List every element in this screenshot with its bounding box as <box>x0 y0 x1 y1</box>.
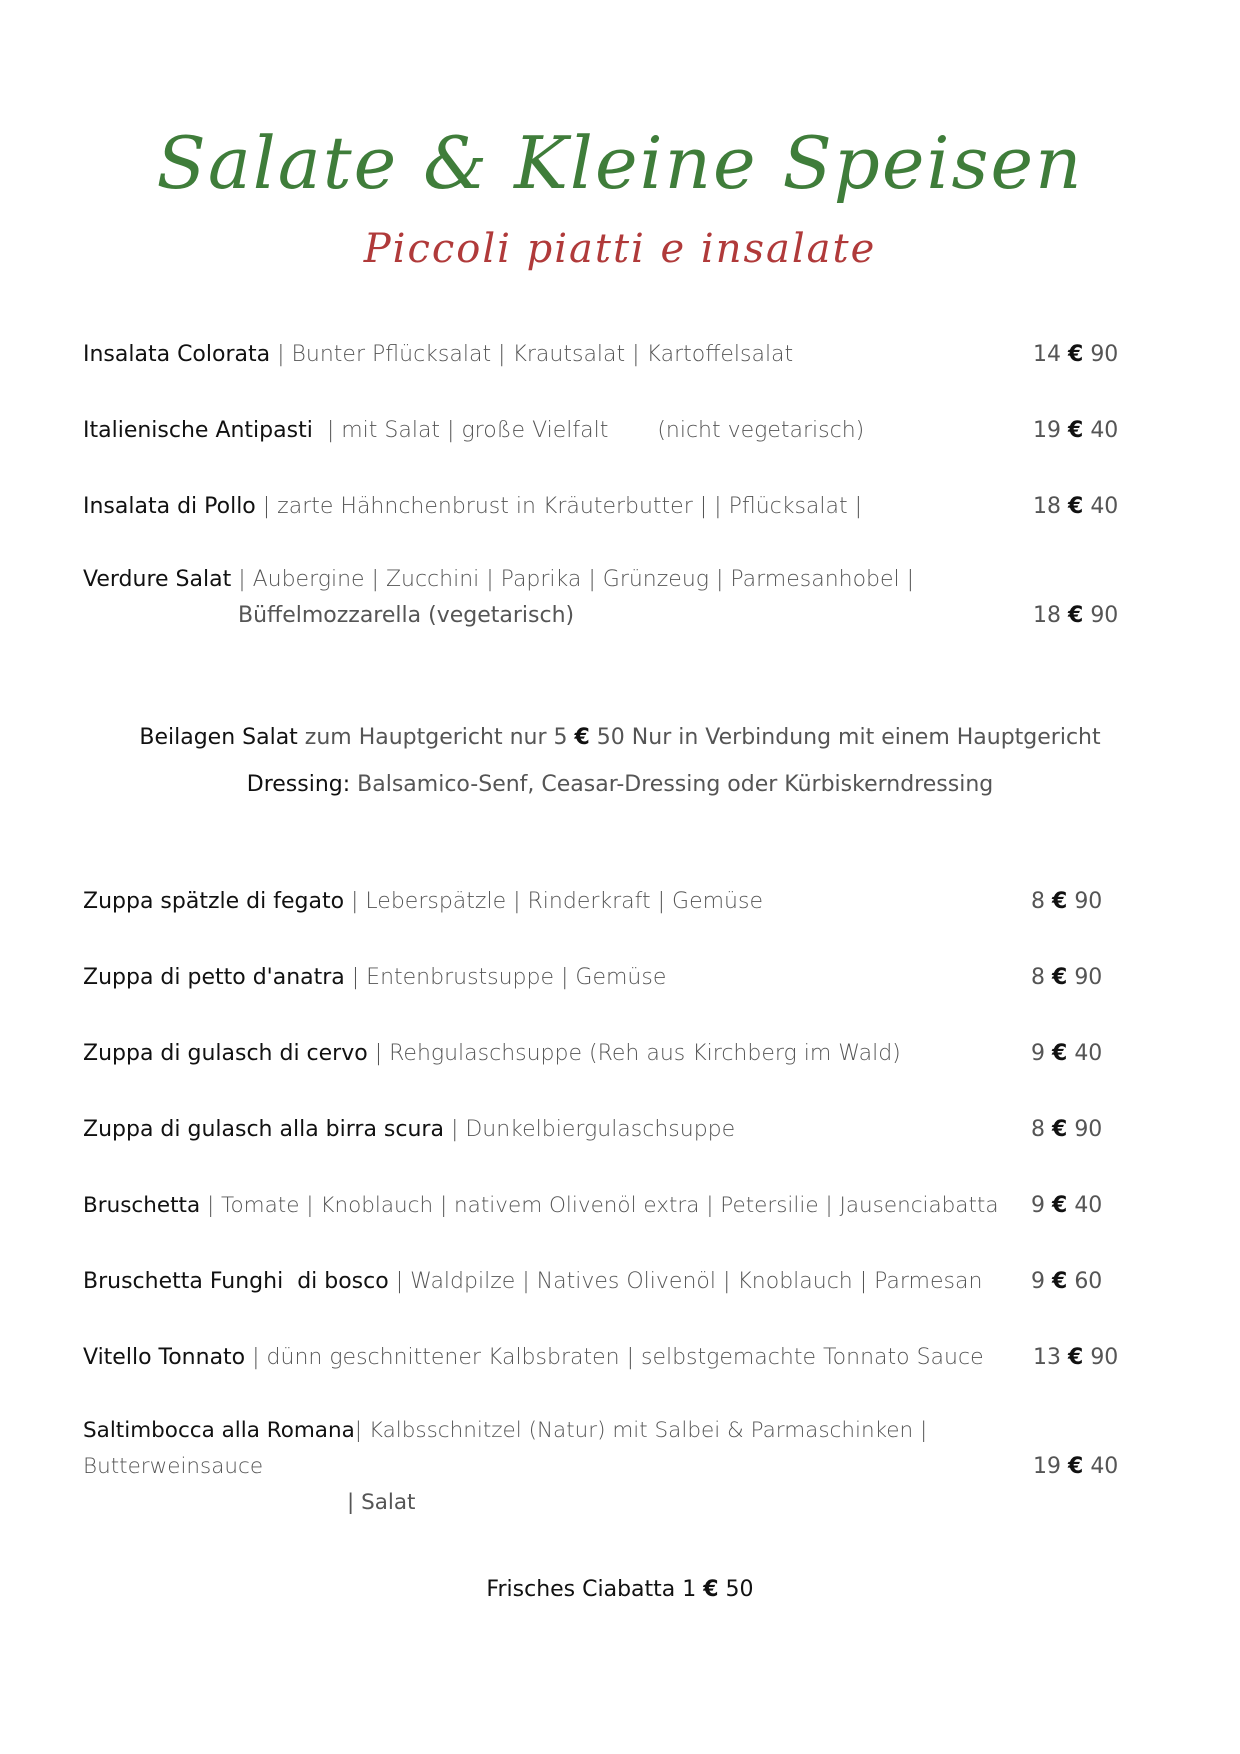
item-name: Insalata di Pollo <box>83 494 256 519</box>
item-description: | Entenbrustsuppe | Gemüse <box>344 965 667 990</box>
dressing-note <box>0 767 1240 803</box>
menu-item-vitello-tonnato <box>83 1340 1113 1376</box>
item-description: | Tomate | Knoblauch | nativem Olivenöl extra | Petersilie | Jausenciabatta <box>200 1193 999 1218</box>
dressing-label: Dressing: <box>246 772 351 797</box>
item-price: 14 € 90 <box>1033 342 1119 367</box>
menu-item-bruschetta <box>83 1188 1113 1224</box>
ciabatta-note <box>0 1572 1240 1608</box>
item-description: | Leberspätzle | Rinderkraft | Gemüse <box>344 889 763 914</box>
item-description: | dünn geschnittener Kalbsbraten | selbstgemachte Tonnato Sauce <box>245 1345 984 1370</box>
item-price: 9 € 60 <box>1031 1269 1103 1294</box>
menu-item-insalata-di-pollo <box>83 489 1113 525</box>
dressing-text: Balsamico-Senf, Ceasar-Dressing oder Kürbiskerndressing <box>350 772 994 797</box>
side-salad-name: Beilagen Salat <box>139 725 298 750</box>
item-name: Zuppa di gulasch di cervo <box>83 1041 368 1066</box>
item-name: Italienische Antipasti <box>83 418 313 443</box>
item-description: | Rehgulaschsuppe (Reh aus Kirchberg im Wald) <box>367 1041 901 1066</box>
menu-item-zuppa-cervo <box>83 1036 1113 1072</box>
menu-item-italienische-antipasti <box>83 413 1113 449</box>
item-name: Verdure Salat <box>83 567 232 592</box>
menu-item-zuppa-anatra <box>83 960 1113 996</box>
item-description-continued: Büffelmozzarella (vegetarisch) <box>238 603 575 628</box>
side-salad-note <box>0 720 1240 756</box>
side-salad-text: zum Hauptgericht nur 5 <box>297 725 575 750</box>
menu-item-zuppa-birra <box>83 1112 1113 1148</box>
item-name: Bruschetta <box>83 1193 201 1218</box>
item-name: Vitello Tonnato <box>83 1345 246 1370</box>
ciabatta-text: Frisches Ciabatta 1 <box>486 1577 704 1602</box>
ciabatta-currency: € <box>703 1577 719 1602</box>
item-price: 19 € 40 <box>1033 418 1119 443</box>
side-salad-currency: € <box>574 725 590 750</box>
item-description: | Bunter Pflücksalat | Krautsalat | Kartoffelsalat <box>270 342 794 367</box>
item-price: 9 € 40 <box>1031 1193 1103 1218</box>
menu-title: Salate & Kleine Speisen <box>156 121 1084 205</box>
item-name: Zuppa di gulasch alla birra scura <box>83 1117 444 1142</box>
item-description: | Aubergine | Zucchini | Paprika | Grünzeug | Parmesanhobel | <box>231 567 915 592</box>
item-price: 8 € 90 <box>1031 965 1103 990</box>
item-name: Insalata Colorata <box>83 342 271 367</box>
item-description: | Dunkelbiergulaschsuppe <box>443 1117 736 1142</box>
item-name: Bruschetta Funghi di bosco <box>83 1269 389 1294</box>
item-description: | Kalbsschnitzel (Natur) mit Salbei & Parmaschinken | Butterweinsauce <box>83 1418 928 1479</box>
ciabatta-price: 50 <box>718 1577 754 1602</box>
item-price: 19 € 40 <box>1033 1454 1119 1479</box>
item-description: | mit Salat | große Vielfalt (nicht vegetarisch) <box>312 418 865 443</box>
item-price: 8 € 90 <box>1031 1117 1103 1142</box>
item-price: 8 € 90 <box>1031 889 1103 914</box>
menu-item-verdure-salat <box>83 562 1113 634</box>
menu-item-zuppa-spaetzle <box>83 884 1113 920</box>
item-name: Zuppa di petto d'anatra <box>83 965 345 990</box>
item-name: Saltimbocca alla Romana <box>83 1418 355 1443</box>
item-price: 13 € 90 <box>1033 1345 1119 1370</box>
menu-item-saltimbocca <box>83 1413 1113 1521</box>
item-price: 18 € 90 <box>1033 603 1119 628</box>
menu-item-bruschetta-funghi <box>83 1264 1113 1300</box>
menu-item-insalata-colorata <box>83 337 1113 373</box>
item-description: | zarte Hähnchenbrust in Kräuterbutter | | Pflücksalat | <box>255 494 863 519</box>
side-salad-text-rest: 50 Nur in Verbindung mit einem Hauptgericht <box>589 725 1101 750</box>
item-price: 18 € 40 <box>1033 494 1119 519</box>
item-description: | Waldpilze | Natives Olivenöl | Knoblauch | Parmesan <box>388 1269 983 1294</box>
menu-subtitle: Piccoli piatti e insalate <box>363 226 877 272</box>
item-description-continued: | Salat <box>347 1490 416 1515</box>
item-price: 9 € 40 <box>1031 1041 1103 1066</box>
item-name: Zuppa spätzle di fegato <box>83 889 345 914</box>
